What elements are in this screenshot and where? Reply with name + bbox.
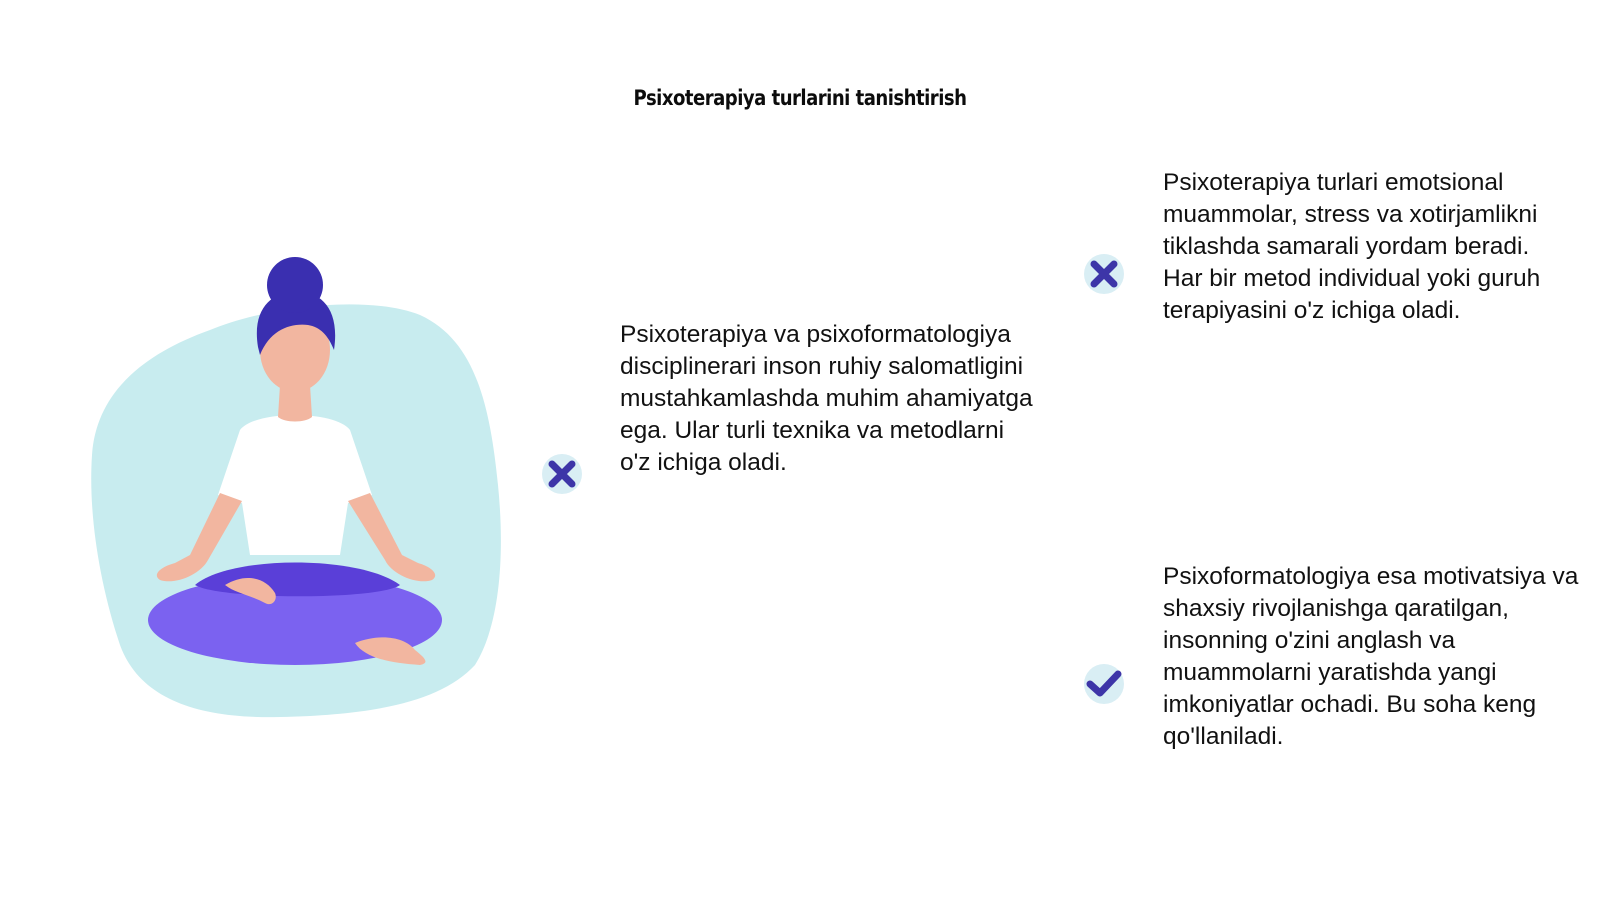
meditating-woman-illustration	[80, 255, 520, 735]
slide-title: Psixoterapiya turlarini tanishtirish	[633, 86, 967, 110]
point-text: Psixoformatologiya esa motivatsiya va shaxsiy rivojlanishga qaratilgan, insonning o'zini anglash va muammolarni yaratishda yangi imkoniyatlar ochadi. Bu soha keng qo'llaniladi.	[1163, 563, 1579, 750]
point-text: Psixoterapiya turlari emotsional muammolar, stress va xotirjamlikni tiklashda samarali yordam beradi. Har bir metod individual yoki guruh terapiyasini o'z ichiga oladi.	[1163, 169, 1541, 324]
hair-bun	[267, 257, 323, 313]
meditating-woman-svg	[80, 255, 520, 735]
point-text: Psixoterapiya va psixoformatologiya disciplinerari inson ruhiy salomatligini mustahkamlashda muhim ahamiyatga ega. Ular turli texnika va metodlarni o'z ichiga oladi.	[620, 321, 1033, 476]
cross-icon	[538, 450, 586, 498]
cross-icon	[1080, 250, 1128, 298]
check-icon	[1080, 660, 1128, 708]
